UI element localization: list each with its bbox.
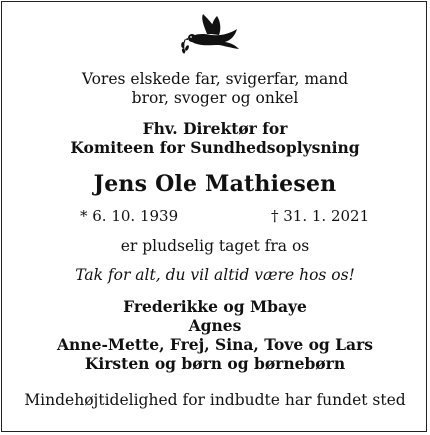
- signature-line-3: Anne-Mette, Frej, Sina, Tove og Lars: [57, 335, 373, 354]
- signature-line-4: Kirsten og børn og børnebørn: [84, 354, 346, 373]
- signature-line-1: Frederikke og Mbaye: [123, 297, 307, 316]
- intro-line-2: bror, svoger og onkel: [131, 89, 299, 107]
- signature-line-2: Agnes: [188, 316, 242, 335]
- death-date: † 31. 1. 2021: [271, 207, 370, 225]
- deceased-name: Jens Ole Mathiesen: [93, 171, 337, 197]
- statement: er pludselig taget fra os: [120, 237, 310, 255]
- dove-with-olive-branch-icon: [181, 12, 247, 56]
- memorial-note: Mindehøjtidelighed for indbudte har fundet sted: [24, 391, 406, 409]
- birth-date: * 6. 10. 1939: [80, 207, 179, 225]
- title-line-2: Komiteen for Sundhedsoplysning: [70, 138, 360, 157]
- thanks-line: Tak for alt, du vil altid være hos os!: [75, 266, 355, 284]
- intro-line-1: Vores elskede far, svigerfar, mand: [81, 70, 349, 88]
- title-line-1: Fhv. Direktør for: [142, 119, 288, 138]
